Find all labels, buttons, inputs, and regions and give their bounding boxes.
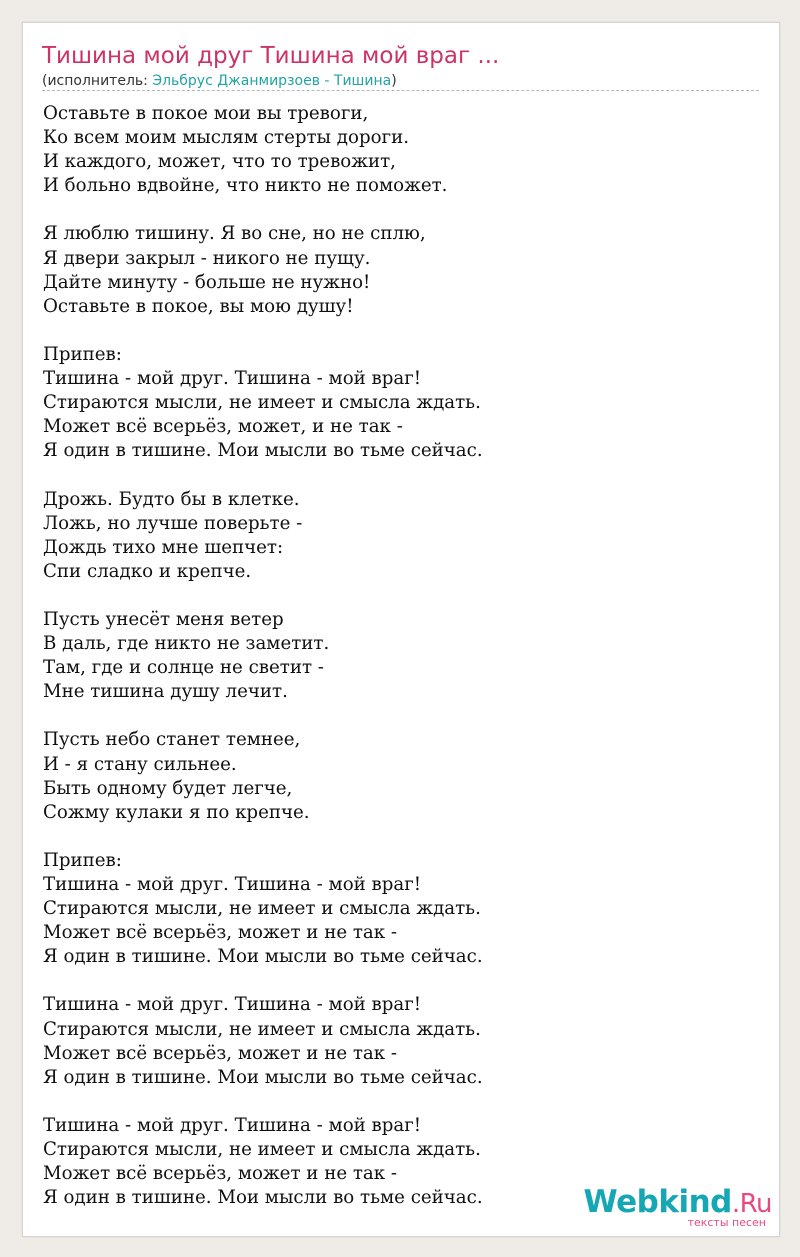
header-divider bbox=[42, 90, 759, 91]
logo-brand: Webkind bbox=[583, 1184, 732, 1220]
logo-tagline: тексты песен bbox=[687, 1216, 766, 1229]
artist-link[interactable]: Эльбрус Джанмирзоев - Тишина bbox=[152, 73, 392, 89]
artist-line bbox=[42, 73, 397, 89]
site-logo[interactable] bbox=[582, 1185, 772, 1229]
lyrics-text: Оставьте в покое мои вы тревоги, Ко всем моим мыслям стерты дороги. И каждого, может, что то тревожит, И больно вдвойне, что никто не поможет. Я люблю тишину. Я во сне, но не сплю, Я двери закрыл - никого не пущу. Дайте минуту - больше не нужно! Оставьте в покое, вы мою душу! Припев: Тишина - мой друг. Тишина - мой враг! Стираются мысли, не имеет и смысла ждать. Может всё всерьёз, может, и не так - Я один в тишине. Мои мысли во тьме сейчас. Дрожь. Будто бы в клетке. Ложь, но лучше поверьте - Дождь тихо мне шепчет: Спи сладко и крепче. Пусть унесёт меня ветер В даль, где никто не заметит. Там, где и солнце не светит - Мне тишина душу лечит. Пусть небо станет темнее, И - я стану сильнее. Быть одному будет легче, Сожму кулаки я по крепче. Припев: Тишина - мой друг. Тишина - мой враг! Стираются мысли, не имеет и смысла ждать. Может всё всерьёз, может и не так - Я один в тишине. Мои мысли во тьме сейчас. Тишина - мой друг. Тишина - мой враг! Стираются мысли, не имеет и смысла ждать. Может всё всерьёз, может и не так - Я один в тишине. Мои мысли во тьме сейчас. Тишина - мой друг. Тишина - мой враг! Стираются мысли, не имеет и смысла ждать. Может всё всерьёз, может и не так - Я один в тишине. Мои мысли во тьме сейчас. bbox=[43, 103, 483, 1209]
lyrics-card bbox=[22, 22, 780, 1237]
artist-prefix: (исполнитель: bbox=[42, 73, 153, 89]
artist-suffix: ) bbox=[391, 73, 397, 89]
logo-tld: .Ru bbox=[731, 1189, 772, 1219]
song-title: Тишина мой друг Тишина мой враг ... bbox=[42, 43, 500, 69]
